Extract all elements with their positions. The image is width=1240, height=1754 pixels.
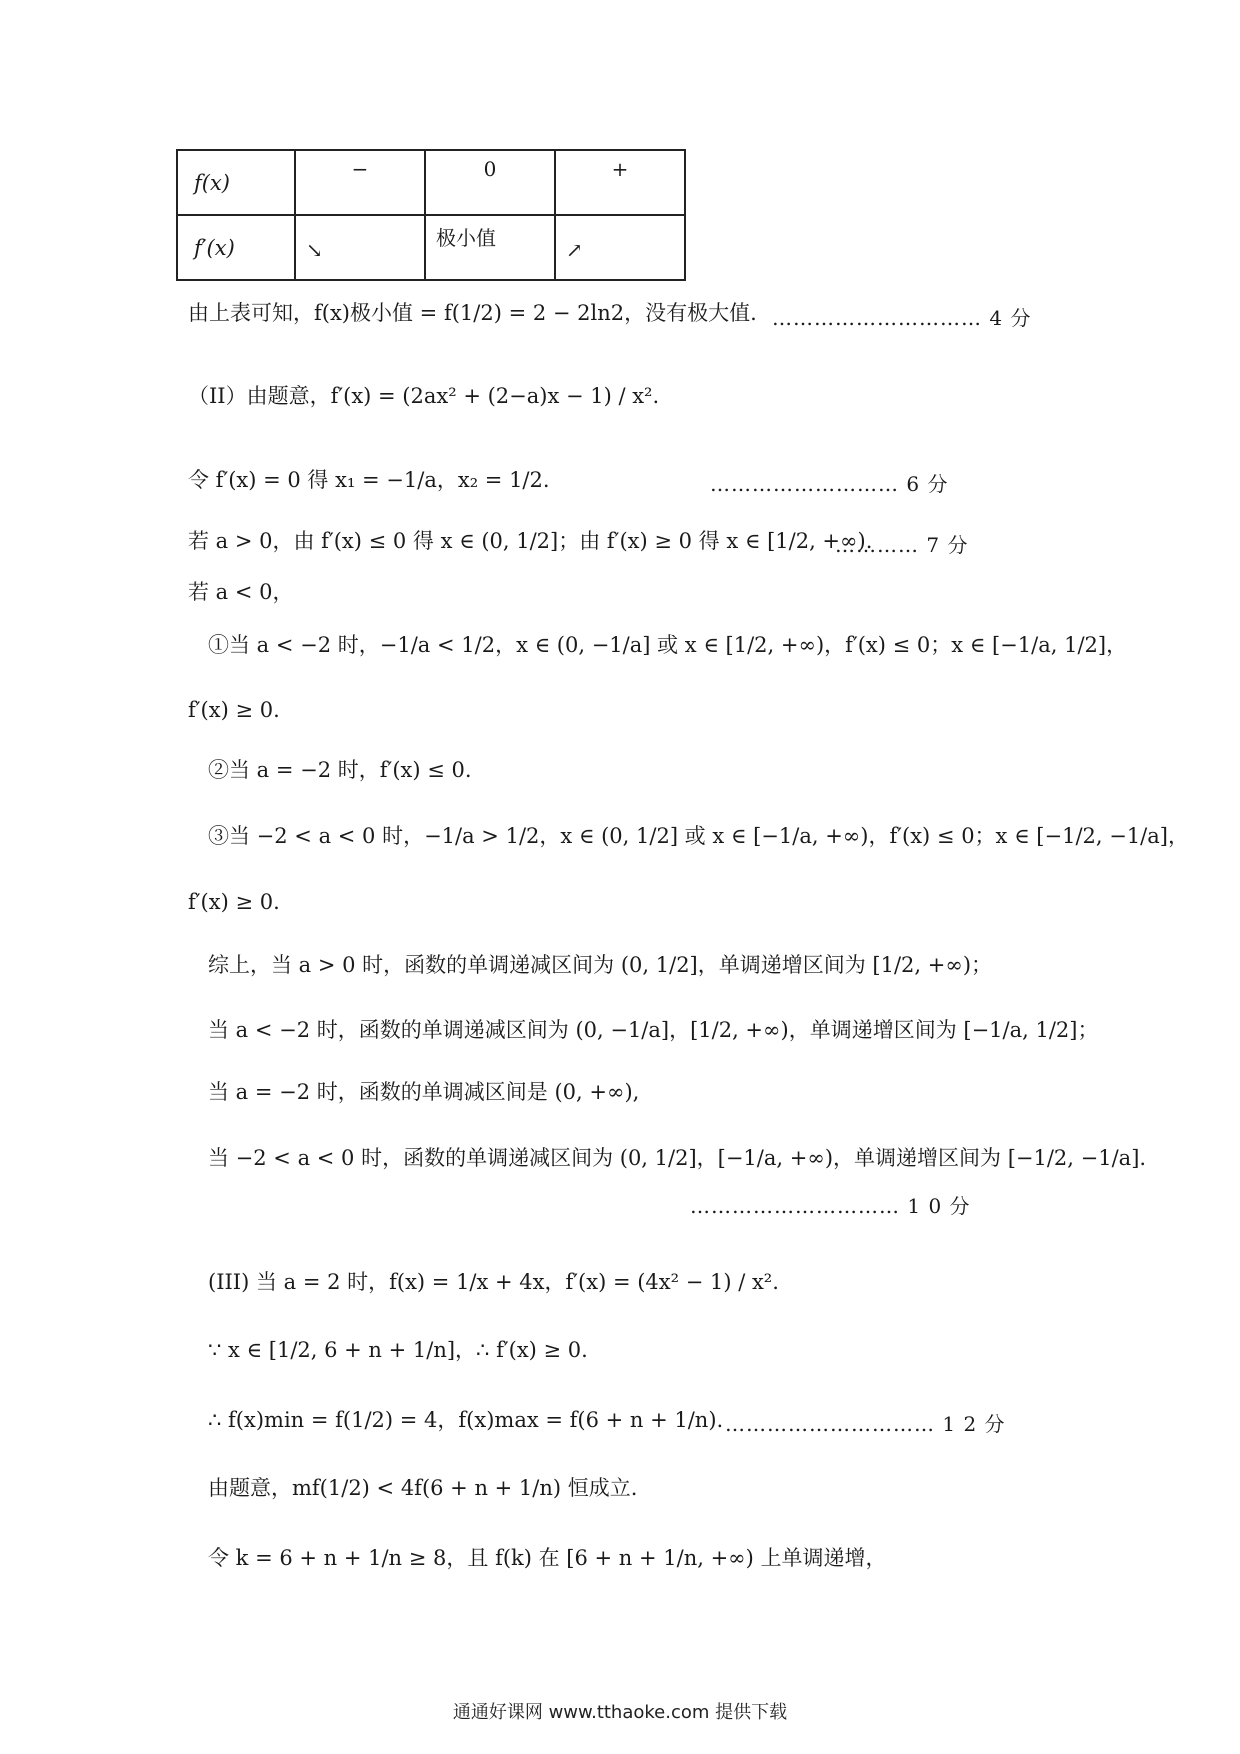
text-line: ∵ x ∈ [1/2, 6 + n + 1/n]，∴ f′(x) ≥ 0. bbox=[208, 1338, 588, 1362]
score-marker: ………………………… 4 分 bbox=[772, 306, 1032, 330]
table-cell: 0 bbox=[483, 157, 497, 181]
text-line: 由上表可知，f(x)极小值 = f(1/2) = 2 − 2ln2，没有极大值. bbox=[188, 301, 757, 325]
decreasing-arrow: ↘ bbox=[306, 238, 323, 262]
score-marker: ……………………… 6 分 bbox=[710, 472, 949, 496]
text-line: f′(x) ≥ 0. bbox=[188, 698, 280, 722]
text-line: ③当 −2 < a < 0 时，−1/a > 1/2，x ∈ (0, 1/2] 或 x ∈ [−1/a, +∞)，f′(x) ≤ 0；x ∈ [−1/2, −1/a]， bbox=[208, 824, 1189, 848]
text-line: 若 a < 0， bbox=[188, 580, 294, 604]
text-line: (III) 当 a = 2 时，f(x) = 1/x + 4x，f′(x) = (4x² − 1) / x². bbox=[208, 1270, 779, 1294]
score-marker: ………………………… 1 0 分 bbox=[690, 1194, 971, 1218]
text-line: （II）由题意，f′(x) = (2ax² + (2−a)x − 1) / x². bbox=[188, 384, 660, 408]
text-line: f′(x) ≥ 0. bbox=[188, 890, 280, 914]
text-line: 当 −2 < a < 0 时，函数的单调递减区间为 (0, 1/2]，[−1/a, +∞)，单调递增区间为 [−1/2, −1/a]. bbox=[208, 1146, 1147, 1170]
table-cell: − bbox=[351, 157, 369, 181]
score-marker: ………… 7 分 bbox=[835, 533, 969, 557]
table-row bbox=[177, 215, 685, 280]
footer-credit: 通通好课网 www.tthaoke.com 提供下载 bbox=[452, 1702, 788, 1723]
text-line: ①当 a < −2 时，−1/a < 1/2，x ∈ (0, −1/a] 或 x ∈ [1/2, +∞)，f′(x) ≤ 0；x ∈ [−1/a, 1/2]， bbox=[208, 633, 1128, 657]
sign-table bbox=[176, 149, 686, 281]
table-cell-min: 极小值 bbox=[436, 226, 496, 250]
increasing-arrow: ↗ bbox=[566, 238, 583, 262]
text-line: 令 f′(x) = 0 得 x₁ = −1/a，x₂ = 1/2. bbox=[188, 468, 550, 492]
table-row bbox=[177, 150, 685, 215]
table-cell: + bbox=[611, 157, 629, 181]
text-line: ②当 a = −2 时，f′(x) ≤ 0. bbox=[208, 758, 472, 782]
text-line: 由题意，mf(1/2) < 4f(6 + n + 1/n) 恒成立. bbox=[208, 1476, 638, 1500]
text-line: 当 a = −2 时，函数的单调减区间是 (0, +∞), bbox=[208, 1080, 640, 1104]
text-line: 当 a < −2 时，函数的单调递减区间为 (0, −1/a]，[1/2, +∞)，单调递增区间为 [−1/a, 1/2]； bbox=[208, 1018, 1099, 1042]
text-line: 若 a > 0，由 f′(x) ≤ 0 得 x ∈ (0, 1/2]；由 f′(x) ≥ 0 得 x ∈ [1/2, +∞). bbox=[188, 529, 873, 553]
text-line: ∴ f(x)min = f(1/2) = 4，f(x)max = f(6 + n + 1/n). bbox=[208, 1408, 724, 1432]
table-row-label: f(x) bbox=[177, 150, 295, 215]
table-row-label: f′(x) bbox=[177, 215, 295, 280]
score-marker: ………………………… 1 2 分 bbox=[725, 1412, 1006, 1436]
text-line: 令 k = 6 + n + 1/n ≥ 8，且 f(k) 在 [6 + n + 1/n, +∞) 上单调递增， bbox=[208, 1546, 887, 1570]
text-line: 综上，当 a > 0 时，函数的单调递减区间为 (0, 1/2]，单调递增区间为 [1/2, +∞)； bbox=[208, 953, 993, 977]
